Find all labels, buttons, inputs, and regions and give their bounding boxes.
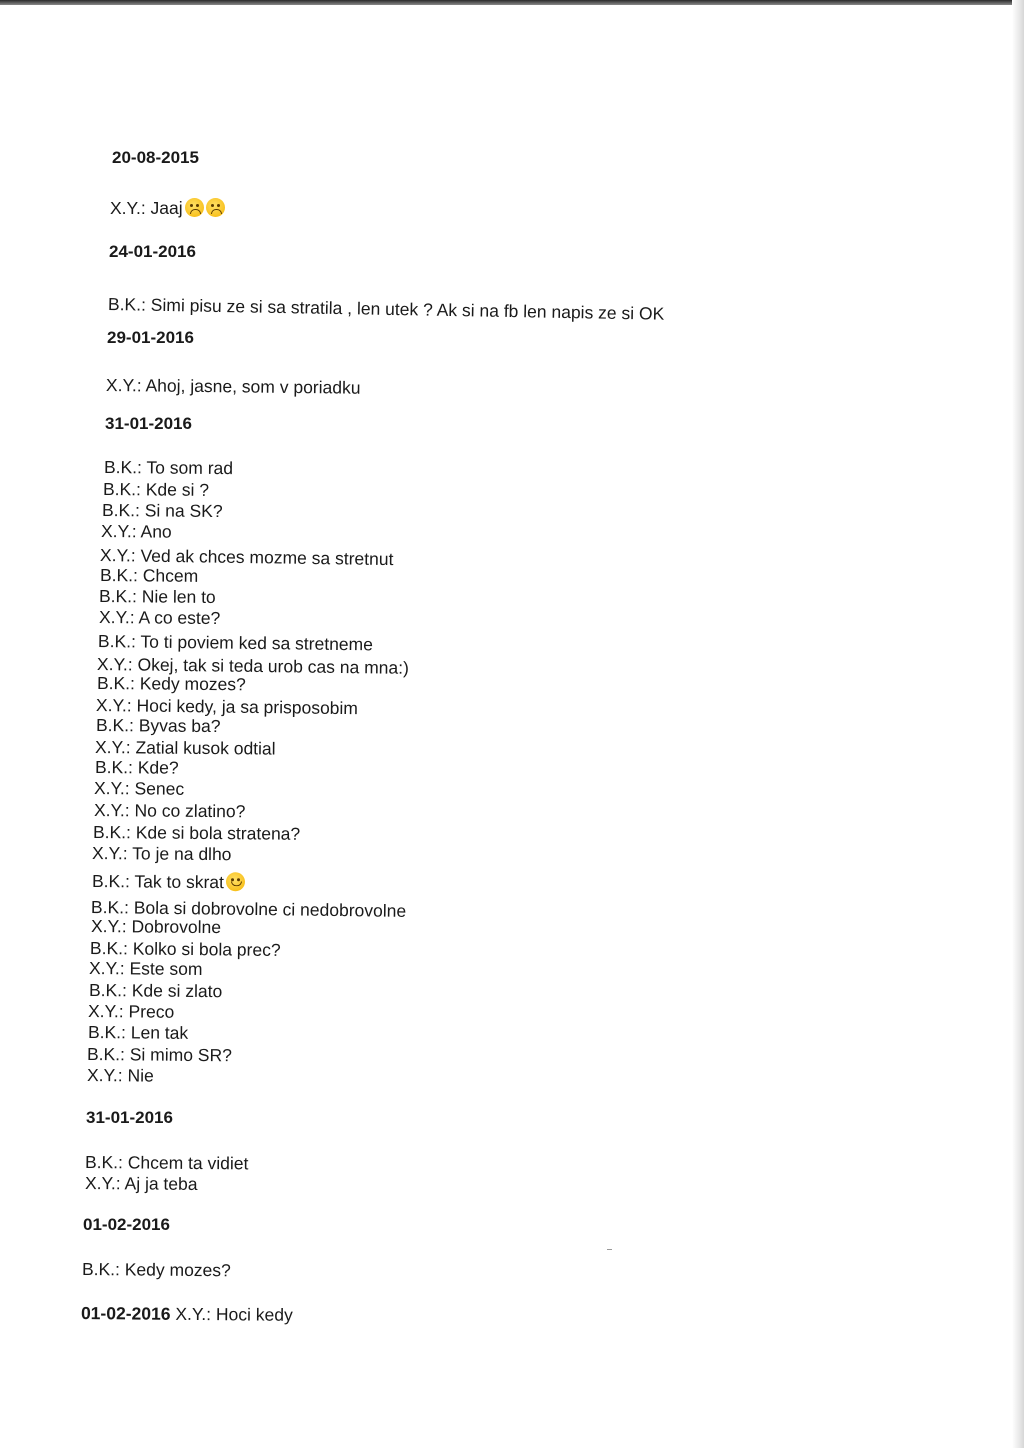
message-text: X.Y.: Aj ja teba bbox=[84, 1173, 198, 1194]
message-text: B.K.: Chcem ta vidiet bbox=[84, 1152, 249, 1174]
date-heading: 31-01-2016 bbox=[86, 1108, 173, 1127]
message-text: B.K.: Si na SK? bbox=[101, 500, 223, 522]
dated-message-line bbox=[81, 1303, 293, 1325]
message-text: X.Y.: Zatial kusok odtial bbox=[94, 737, 276, 759]
smile-face-icon bbox=[226, 872, 245, 891]
message-line bbox=[85, 1152, 249, 1173]
message-text: X.Y.: Nie bbox=[86, 1065, 154, 1086]
message-line bbox=[108, 294, 665, 324]
sad-face-icon bbox=[206, 198, 225, 217]
message-text: B.K.: Kde si zlato bbox=[88, 980, 223, 1002]
message-text: B.K.: Simi pisu ze si sa stratila , len utek ? Ak si na fb len napis ze si OK bbox=[107, 294, 665, 324]
message-line bbox=[101, 521, 172, 542]
message-text: X.Y.: To je na dlho bbox=[91, 843, 232, 865]
date-heading: 01-02-2016 bbox=[83, 1215, 170, 1234]
message-line bbox=[97, 673, 246, 694]
message-text: X.Y.: Dobrovolne bbox=[90, 916, 222, 938]
message-text: X.Y.: Okej, tak si teda urob cas na mna:) bbox=[96, 654, 410, 678]
message-text: B.K.: Bola si dobrovolne ci nedobrovolne bbox=[90, 897, 407, 921]
message-text: X.Y.: Este som bbox=[88, 958, 203, 979]
message-text: X.Y.: Senec bbox=[93, 778, 185, 799]
message-line bbox=[106, 375, 361, 398]
message-text: B.K.: Kde? bbox=[94, 757, 179, 778]
message-line bbox=[102, 500, 223, 521]
message-line bbox=[88, 1001, 174, 1022]
message-text: B.K.: Si mimo SR? bbox=[86, 1044, 232, 1066]
date-heading: 29-01-2016 bbox=[107, 328, 194, 347]
message-text: B.K.: To ti poviem ked sa stretneme bbox=[97, 631, 374, 655]
message-text: B.K.: Kde si bola stratena? bbox=[92, 822, 301, 844]
message-line bbox=[104, 457, 233, 478]
message-text: B.K.: Nie len to bbox=[98, 586, 216, 608]
message-line bbox=[82, 1259, 231, 1280]
message-line bbox=[95, 757, 179, 778]
message-line bbox=[99, 607, 220, 628]
message-line bbox=[92, 843, 232, 864]
message-line bbox=[95, 737, 276, 759]
message-line bbox=[88, 1022, 188, 1043]
message-text: X.Y.: A co este? bbox=[98, 607, 221, 629]
message-line bbox=[93, 822, 300, 844]
message-text: B.K.: Kolko si bola prec? bbox=[89, 938, 281, 960]
message-line bbox=[96, 715, 221, 736]
message-text: B.K.: Kedy mozes? bbox=[96, 673, 246, 695]
message-text: B.K.: To som rad bbox=[103, 457, 234, 479]
message-line bbox=[90, 938, 281, 960]
message-text: X.Y.: Jaaj bbox=[110, 198, 183, 218]
message-text: X.Y.: No co zlatino? bbox=[93, 800, 246, 822]
message-text: B.K.: Kedy mozes? bbox=[81, 1259, 231, 1281]
message-text: B.K.: Len tak bbox=[87, 1022, 189, 1043]
scan-top-edge bbox=[0, 0, 1024, 5]
message-text: X.Y.: Preco bbox=[87, 1001, 175, 1022]
message-line bbox=[98, 631, 373, 654]
message-line bbox=[89, 980, 222, 1001]
message-line bbox=[94, 778, 184, 799]
message-line bbox=[92, 871, 245, 892]
message-text: B.K.: Byvas ba? bbox=[95, 715, 221, 737]
date-heading: 20-08-2015 bbox=[112, 148, 199, 167]
message-text: X.Y.: Hoci kedy, ja sa prisposobim bbox=[95, 695, 359, 719]
message-text: B.K.: Chcem bbox=[99, 565, 199, 586]
message-line bbox=[103, 479, 209, 500]
sad-face-icon bbox=[185, 198, 204, 217]
message-line bbox=[110, 198, 225, 218]
message-text: X.Y.: Ano bbox=[100, 521, 172, 542]
message-line bbox=[85, 1173, 198, 1194]
message-line bbox=[87, 1044, 232, 1065]
inline-date: 01-02-2016 bbox=[80, 1303, 171, 1324]
message-line bbox=[99, 586, 216, 607]
scan-right-edge bbox=[1012, 0, 1024, 1448]
date-heading: 31-01-2016 bbox=[105, 414, 192, 433]
message-text: B.K.: Tak to skrat bbox=[91, 871, 225, 893]
message-line bbox=[100, 565, 198, 586]
message-text: X.Y.: Ved ak chces mozme sa stretnut bbox=[99, 545, 394, 570]
message-text: B.K.: Kde si ? bbox=[102, 479, 210, 500]
message-line bbox=[91, 916, 221, 937]
message-line bbox=[87, 1065, 154, 1086]
message-line bbox=[94, 800, 246, 821]
scan-speck bbox=[607, 1246, 612, 1250]
message-text: X.Y.: Ahoj, jasne, som v poriadku bbox=[105, 375, 361, 398]
message-text: X.Y.: Hoci kedy bbox=[170, 1303, 293, 1325]
message-line bbox=[89, 958, 203, 979]
date-heading: 24-01-2016 bbox=[109, 242, 196, 261]
